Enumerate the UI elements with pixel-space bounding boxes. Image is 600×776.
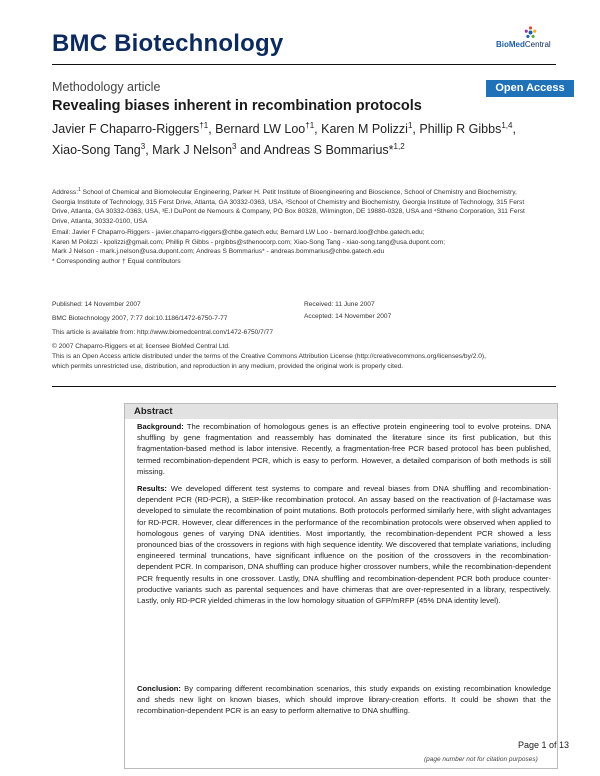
license-line: This is an Open Access article distributed under the terms of the Creative Commons Attribution License (http://creativecommons.org/licenses/by/2.0), [52, 353, 486, 360]
journal-title: BMC Biotechnology [52, 30, 284, 57]
publisher-name-central: Central [524, 40, 551, 49]
author-affiliation-marker: 3 [232, 142, 237, 152]
author-name: Bernard LW Loo$^{\dagger 1}$ [215, 121, 315, 137]
background-text: The recombination of homologous genes is an effective protein engineering tool to evolve proteins. DNA shuffling by gene fragmentation and reassembly has dominated the literature since its first publication, but this fragmentation-based method is labor intensive. Recently, a fragmentation-free PCR based protocol has been published, termed recombination-dependent PCR, which is easy to perform. However, a detailed comparison of both methods is still missing. [137, 422, 551, 476]
citation: BMC Biotechnology 2007, 7:77 doi:10.1186/1472-6750-7-77 [52, 315, 228, 322]
abstract-conclusion [137, 683, 551, 717]
header-rule [52, 64, 556, 65]
conclusion-text: By comparing different recombination scenarios, this study expands on existing recombination knowledge and sheds new light on known biases, which should improve library-creation efforts. It could be shown that the recombination-dependent PCR is an easy to perform alternative to DNA shuffling. [137, 684, 551, 716]
accepted-date: Accepted: 14 November 2007 [304, 313, 392, 320]
email-line: Karen M Polizzi - kpolizzi@gmail.com; Phillip R Gibbs - prgibbs@sthenocorp.com; Xiao-Song Tang - xiao-song.tang@usa.dupont.com; [52, 238, 446, 246]
open-access-badge: Open Access [486, 80, 574, 97]
results-label: Results: [137, 484, 167, 493]
license-line: which permits unrestricted use, distribution, and reproduction in any medium, provided the original work is properly cited. [52, 363, 404, 370]
article-title: Revealing biases inherent in recombination protocols [52, 98, 422, 114]
author-name: Phillip R Gibbs$^{1,4}$ [419, 121, 513, 137]
author-affiliation-marker: †1 [305, 121, 315, 130]
author-list: Javier F Chaparro-Riggers$^{\dagger 1}$, Bernard LW Loo$^{\dagger 1}$, Karen M Polizzi$^1$, Phillip R Gibbs$^{1,4}$, Xiao-Song Tang$^3$, Mark J Nelson$^3$ and Andreas S Bommarius*$^{1,2}$ [52, 121, 516, 158]
author-affiliation-marker: 1,2 [393, 142, 405, 152]
published-date: Published: 14 November 2007 [52, 301, 141, 308]
author-name: Xiao-Song Tang$^3$ [52, 142, 146, 158]
author-affiliation-marker: 3 [140, 142, 146, 152]
results-text: We developed different test systems to compare and reveal biases from DNA shuffling and recombination-dependent PCR (RD-PCR), a StEP-like recombination protocol. An assay based on the reactivation of β-lactamase was developed to simulate the recombination of point mutations. Both protocols performed similarly here, with slight advantages for RD-PCR. However, clear differences in the performance of the recombination protocols were observed when applied to homologous genes of varying DNA identities. Most importantly, the recombination-dependent PCR showed a less pronounced bias of the crossovers in regions with high sequence identity. We discovered that template variations, including engineered terminal truncations, have significant influence on the position of the crossovers in the recombination-dependent PCR. In comparison, DNA shuffling can produce higher crossover numbers, while the recombination-dependent PCR frequently results in one crossover. Lastly, DNA shuffling and recombination-dependent PCR both produce counter-productive variants such as parental sequences and have chimeras that are over-represented in a library, respectively. Lastly, only RD-PCR yielded chimeras in the low homology situation of GFP/mRFP (45% DNA identity level). [137, 484, 551, 606]
abstract-header [125, 404, 557, 419]
background-label: Background: [137, 422, 184, 431]
affiliation-first-marker: 1 [78, 187, 81, 193]
author-affiliation-marker: 1,4 [501, 121, 513, 130]
page-number-note: (page number not for citation purposes) [424, 756, 538, 763]
email-line: Email: Javier F Chaparro-Riggers - javier.chaparro-riggers@chbe.gatech.edu; Bernard LW Loo - bernard.loo@chbe.gatech.edu; [52, 229, 425, 236]
publisher-logo [496, 26, 554, 54]
author-name: Mark J Nelson$^3$ [152, 142, 237, 158]
conclusion-label: Conclusion: [137, 684, 181, 693]
author-affiliation-marker: 1 [407, 121, 413, 130]
abstract-background [137, 421, 551, 477]
publisher-name-bio: BioMed [496, 40, 525, 49]
article-url[interactable]: This article is available from: http://www.biomedcentral.com/1472-6750/7/77 [52, 329, 273, 336]
publisher-name [496, 40, 551, 49]
affiliation-label: Address: [52, 189, 79, 197]
abstract-results [137, 483, 551, 606]
email-block [52, 228, 552, 266]
author-name: Karen M Polizzi$^1$ [321, 121, 413, 137]
biomed-star-icon [524, 26, 537, 39]
author-notes: * Corresponding author † Equal contributors [52, 257, 181, 265]
affiliation-block [52, 186, 542, 227]
author-name: Javier F Chaparro-Riggers$^{\dagger 1}$ [52, 121, 209, 137]
author-affiliation-marker: †1 [199, 121, 209, 130]
abstract-heading: Abstract [134, 406, 173, 417]
affiliation-text: School of Chemical and Biomolecular Engineering, Parker H. Petit Institute of Bioengineering and Bioscience, School of Chemistry and Biochemistry, Georgia Institute of Technology, 315 Ferst Drive, Atlanta, GA 30332-0363, USA, ²School of Chemistry and Biochemistry, Georgia Institute of Technology, 315 Ferst Drive, Atlanta, GA 30332-0363, USA, ³E.I DuPont de Nemours & Company, PO Box 80328, Wilmington, DE 19880-0328, USA and ⁴Stheno Corporation, 311 Ferst Drive, Atlanta, 30332-0100, USA [52, 189, 525, 225]
article-type: Methodology article [52, 80, 161, 94]
page-number: Page 1 of 13 [518, 740, 570, 750]
copyright: © 2007 Chaparro-Riggers et al; licensee BioMed Central Ltd. [52, 343, 230, 350]
author-name: Andreas S Bommarius*$^{1,2}$ [263, 142, 405, 158]
received-date: Received: 11 June 2007 [304, 301, 375, 308]
email-line: Mark J Nelson - mark.j.nelson@usa.dupont.com; Andreas S Bommarius* - andreas.bommarius@chbe.gatech.edu [52, 248, 385, 256]
metadata-rule [52, 386, 556, 387]
